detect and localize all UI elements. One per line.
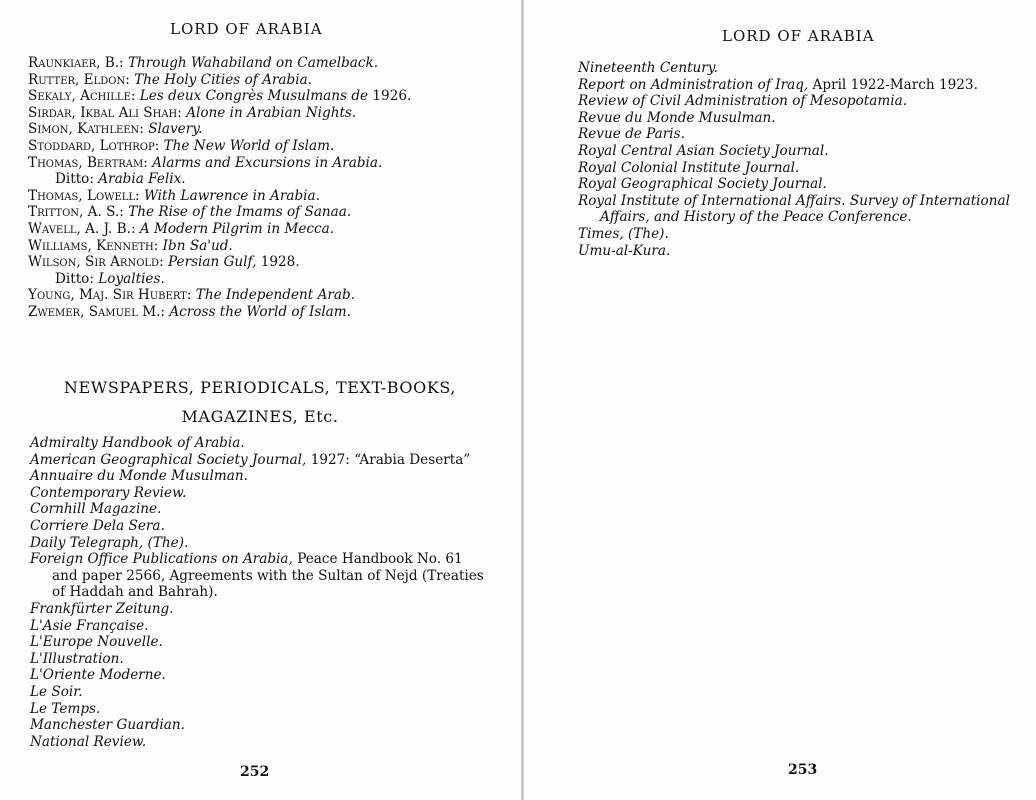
list-item: Corriere Dela Sera. <box>30 517 165 534</box>
list-item: Review of Civil Administration of Mesopotamia. <box>578 93 908 110</box>
list-item: Royal Geographical Society Journal. <box>578 176 827 193</box>
list-item: Cornhill Magazine. <box>30 501 162 518</box>
right-page <box>526 0 1036 800</box>
list-item: Simon, Kathleen: Slavery. <box>28 121 203 138</box>
list-item: Royal Institute of International Affairs. Survey of International Affairs, and History of the Peace Conference. <box>578 192 1010 226</box>
list-item: Sekaly, Achille: Les deux Congrès Musulmans de 1926. <box>28 88 412 105</box>
list-item: Rutter, Eldon: The Holy Cities of Arabia. <box>28 71 313 88</box>
list-item: Report on Administration of Iraq, April 1922-March 1923. <box>578 76 978 93</box>
list-item: Frankfürter Zeitung. <box>30 600 174 617</box>
list-item: Sirdar, Ikbal Ali Shah: Alone in Arabian Nights. <box>28 104 357 121</box>
list-item: Revue de Paris. <box>578 126 685 143</box>
section-heading-line: MAGAZINES, Etc. <box>181 407 339 426</box>
list-item: Le Soir. <box>30 683 83 700</box>
section-heading-line: NEWSPAPERS, PERIODICALS, TEXT-BOOKS, <box>63 378 457 397</box>
page-number: 252 <box>240 764 270 780</box>
book-gutter <box>521 0 524 800</box>
list-item: Nineteenth Century. <box>578 60 718 76</box>
list-item: Times, (The). <box>578 225 669 242</box>
list-item: Ditto: Loyalties. <box>55 270 165 287</box>
list-item: Young, Maj. Sir Hubert: The Independent Arab. <box>28 287 356 304</box>
periodicals-list <box>30 435 485 750</box>
list-item: Umu-al-Kura. <box>578 242 671 259</box>
list-item: Daily Telegraph, (The). <box>30 534 189 551</box>
list-item: L'Oriente Moderne. <box>30 667 166 684</box>
list-item: Wilson, Sir Arnold: Persian Gulf, 1928. <box>28 254 300 271</box>
section-heading <box>30 373 490 431</box>
list-item: Stoddard, Lothrop: The New World of Islam. <box>28 137 335 154</box>
list-item: Annuaire du Monde Musulman. <box>30 468 248 485</box>
list-item: Tritton, A. S.: The Rise of the Imams of Sanaa. <box>28 204 352 221</box>
running-head-right: LORD OF ARABIA <box>722 27 875 45</box>
list-item: L'Europe Nouvelle. <box>30 634 163 651</box>
page-number: 253 <box>788 762 818 778</box>
list-item: Williams, Kenneth: Ibn Sa'ud. <box>28 237 233 254</box>
list-item: L'Illustration. <box>30 650 124 667</box>
periodicals-list-continued <box>578 60 1028 259</box>
list-item: Thomas, Bertram: Alarms and Excursions in Arabia. <box>28 154 383 171</box>
list-item: Le Temps. <box>30 700 101 717</box>
list-item: Admiralty Handbook of Arabia. <box>30 435 245 451</box>
list-item: Thomas, Lowell: With Lawrence in Arabia. <box>28 187 320 204</box>
list-item: Wavell, A. J. B.: A Modern Pilgrim in Mecca. <box>28 220 335 237</box>
list-item: Contemporary Review. <box>30 484 187 501</box>
list-item: Royal Central Asian Society Journal. <box>578 142 829 159</box>
list-item: Foreign Office Publications on Arabia, Peace Handbook No. 61 and paper 2566, Agreements with the Sultan of Nejd (Treaties of Haddah and Bahrah). <box>30 551 484 601</box>
list-item: Raunkiaer, B.: Through Wahabiland on Camelback. <box>28 55 379 71</box>
list-item: Zwemer, Samuel M.: Across the World of Islam. <box>28 303 351 320</box>
list-item: Royal Colonial Institute Journal. <box>578 159 800 176</box>
running-head-left: LORD OF ARABIA <box>170 20 323 38</box>
list-item: Revue du Monde Musulman. <box>578 109 776 126</box>
list-item: National Review. <box>30 733 147 750</box>
list-item: Ditto: Arabia Felix. <box>55 171 186 188</box>
bibliography-list <box>28 55 498 321</box>
list-item: American Geographical Society Journal, 1927: “Arabia Deserta” <box>30 451 471 468</box>
list-item: Manchester Guardian. <box>30 717 185 734</box>
list-item: L'Asie Française. <box>30 617 149 634</box>
